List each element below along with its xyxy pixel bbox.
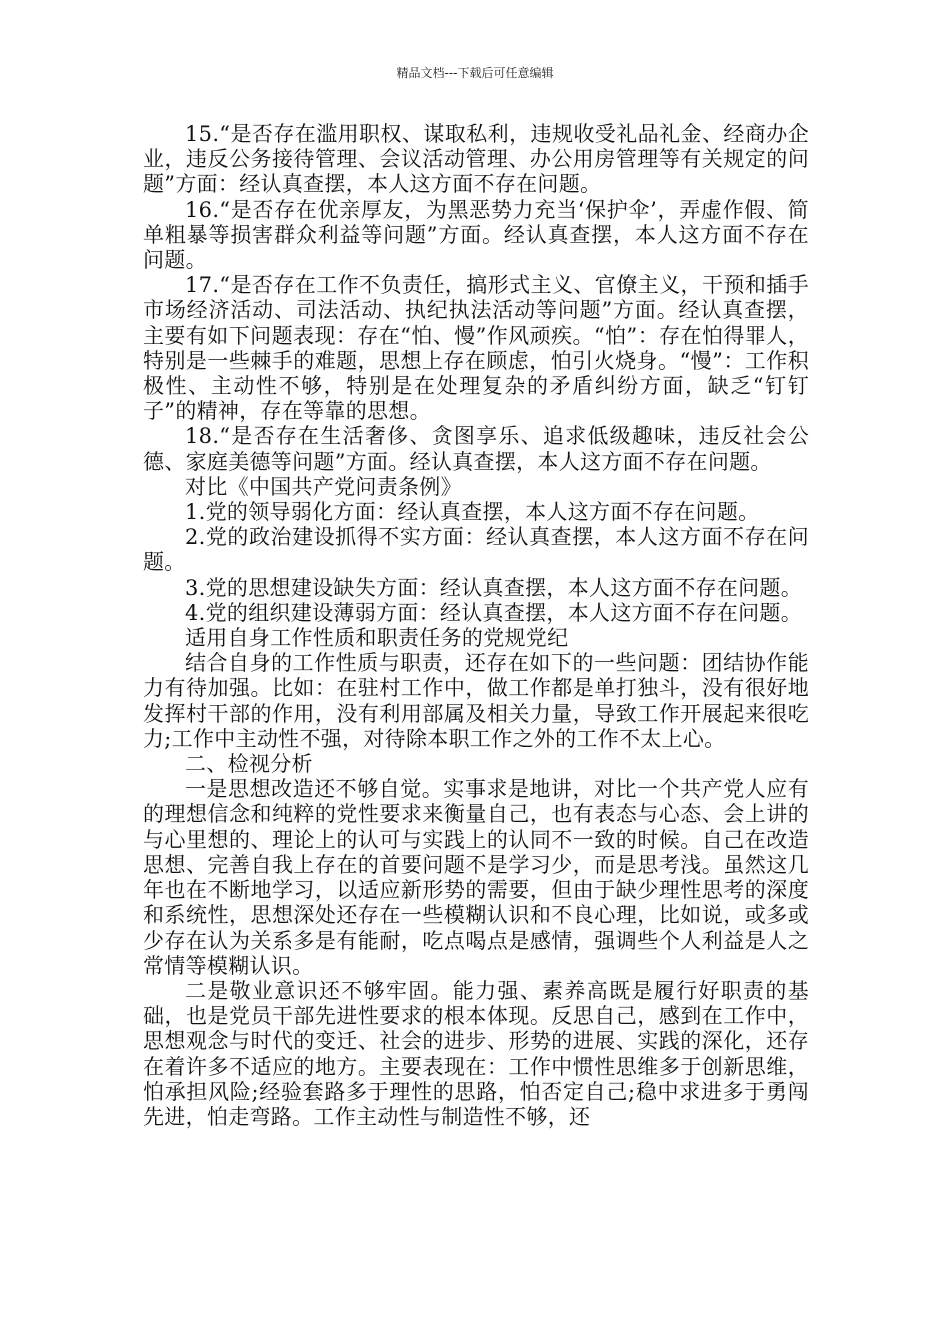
paragraph-item-1: 1.党的领导弱化方面：经认真查摆，本人这方面不存在问题。 xyxy=(185,500,760,525)
document-body xyxy=(143,122,809,1130)
paragraph-analysis-one: 一是思想改造还不够自觉。实事求是地讲，对比一个共产党人应有的理想信念和纯粹的党性要求来衡量自己，也有表态与心态、会上讲的与心里想的、理论上的认可与实践上的认同不一致的时候。自己在改造思想、完善自我上存在的首要问题不是学习少，而是思考浅。虽然这几年也在不断地学习，以适应新形势的需要，但由于缺少理性思考的深度和系统性，思想深处还存在一些模糊认识和不良心理，比如说，或多或少存在认为关系多是有能耐，吃点喝点是感情，强调些个人利益是人之常情等模糊认识。 xyxy=(143,777,809,978)
paragraph-item-4: 4.党的组织建设薄弱方面：经认真查摆，本人这方面不存在问题。 xyxy=(185,600,803,625)
paragraph-item-16: 16.“是否存在优亲厚友，为黑恶势力充当‘保护伞’，弄虚作假、简单粗暴等损害群众利益等问题”方面。经认真查摆，本人这方面不存在问题。 xyxy=(143,197,809,273)
page-header: 精品文档---下载后可任意编辑 xyxy=(396,66,554,80)
section-heading-analysis: 二、检视分析 xyxy=(185,752,313,777)
paragraph-item-17: 17.“是否存在工作不负责任，搞形式主义、官僚主义，干预和插手市场经济活动、司法活动、执纪执法活动等问题”方面。经认真查摆，主要有如下问题表现：存在“怕、慢”作风顽疾。“怕”：存在怕得罪人，特别是一些棘手的难题，思想上存在顾虑，怕引火烧身。“慢”：工作积极性、主动性不够，特别是在处理复杂的矛盾纠纷方面，缺乏“钉钉子”的精神，存在等靠的思想。 xyxy=(143,273,809,424)
section-heading-accountability: 对比《中国共产党问责条例》 xyxy=(185,474,462,499)
paragraph-work-nature: 结合自身的工作性质与职责，还存在如下的一些问题：团结协作能力有待加强。比如：在驻村工作中，做工作都是单打独斗，没有很好地发挥村干部的作用，没有利用部属及相关力量，导致工作开展起来很吃力;工作中主动性不强，对待除本职工作之外的工作不太上心。 xyxy=(143,651,809,751)
paragraph-analysis-two: 二是敬业意识还不够牢固。能力强、素养高既是履行好职责的基础，也是党员干部先进性要求的根本体现。反思自己，感到在工作中，思想观念与时代的变迁、社会的进步、形势的进展、实践的深化，还存在着许多不适应的地方。主要表现在：工作中惯性思维多于创新思维，怕承担风险;经验套路多于理性的思路，怕否定自己;稳中求进多于勇闯先进，怕走弯路。工作主动性与制造性不够，还 xyxy=(143,978,809,1129)
paragraph-item-18: 18.“是否存在生活奢侈、贪图享乐、追求低级趣味，违反社会公德、家庭美德等问题”方面。经认真查摆，本人这方面不存在问题。 xyxy=(143,424,809,474)
paragraph-item-2: 2.党的政治建设抓得不实方面：经认真查摆，本人这方面不存在问题。 xyxy=(143,525,809,575)
paragraph-item-15: 15.“是否存在滥用职权、谋取私利，违规收受礼品礼金、经商办企业，违反公务接待管理、会议活动管理、办公用房管理等有关规定的问题”方面：经认真查摆，本人这方面不存在问题。 xyxy=(143,122,809,197)
section-heading-party-rules: 适用自身工作性质和职责任务的党规党纪 xyxy=(185,626,569,651)
paragraph-item-3: 3.党的思想建设缺失方面：经认真查摆，本人这方面不存在问题。 xyxy=(185,575,803,600)
